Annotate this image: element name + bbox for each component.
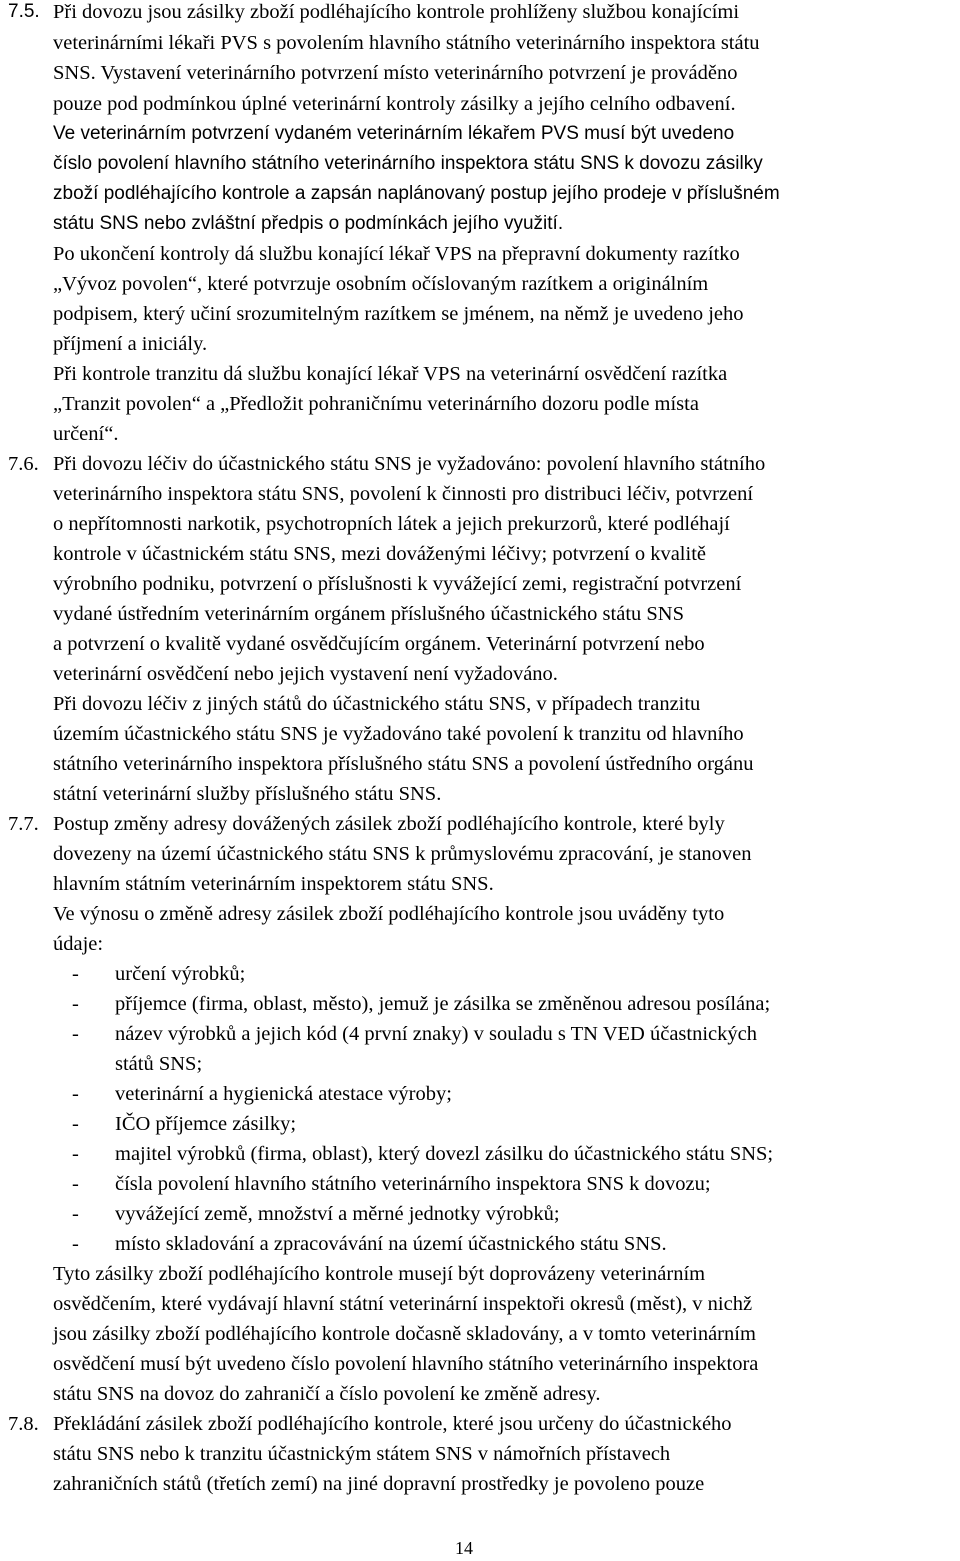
text-line: státní veterinární služby příslušného státu SNS. xyxy=(53,783,442,805)
list-item: určení výrobků; xyxy=(115,963,246,985)
text-line: Překládání zásilek zboží podléhajícího kontrole, které jsou určeny do účastnického xyxy=(53,1413,732,1435)
text-line: a potvrzení o kvalitě vydané osvědčujícím orgánem. Veterinární potvrzení nebo xyxy=(53,633,705,655)
text-line: podpisem, který učiní srozumitelným razítkem se jménem, na němž je uvedeno jeho xyxy=(53,303,744,325)
list-item: název výrobků a jejich kód (4 první znaky) v souladu s TN VED účastnických xyxy=(115,1023,757,1045)
page-number: 14 xyxy=(455,1538,473,1558)
list-item: čísla povolení hlavního státního veterinárního inspektora SNS k dovozu; xyxy=(115,1173,711,1195)
text-line: státního veterinárního inspektora příslušného státu SNS a povolení ústředního orgánu xyxy=(53,753,754,775)
text-line: státu SNS nebo zvláštní předpis o podmínkách jejího využití. xyxy=(53,213,564,234)
text-line: Ve veterinárním potvrzení vydaném veterinárním lékařem PVS musí být uvedeno xyxy=(53,123,735,144)
text-line: Při dovozu léčiv do účastnického státu SNS je vyžadováno: povolení hlavního státního xyxy=(53,453,766,475)
list-item-continuation: států SNS; xyxy=(115,1053,203,1075)
text-line: veterinárními lékaři PVS s povolením hlavního státního veterinárního inspektora státu xyxy=(53,32,760,54)
text-line: Tyto zásilky zboží podléhajícího kontrole musejí být doprovázeny veterinárním xyxy=(53,1263,706,1285)
text-line: číslo povolení hlavního státního veterinárního inspektora státu SNS k dovozu zásilky xyxy=(53,153,763,174)
text-line: Při dovozu léčiv z jiných států do účastnického státu SNS, v případech tranzitu xyxy=(53,693,701,715)
bullet-marker: - xyxy=(72,1143,79,1165)
text-line: o nepřítomnosti narkotik, psychotropních látek a jejich prekurzorů, které podléhají xyxy=(53,513,730,535)
section-number: 7.6. xyxy=(8,453,39,475)
text-line: Při dovozu jsou zásilky zboží podléhajícího kontrole prohlíženy službou konajícími xyxy=(53,1,740,23)
text-line: zboží podléhajícího kontrole a zapsán naplánovaný postup jejího prodeje v příslušném xyxy=(53,183,780,204)
bullet-marker: - xyxy=(72,1083,79,1105)
section-number: 7.7. xyxy=(8,813,39,835)
text-line: dovezeny na území účastnického státu SNS k průmyslovému zpracování, je stanoven xyxy=(53,843,752,865)
bullet-marker: - xyxy=(72,1173,79,1195)
list-item: příjemce (firma, oblast, město), jemuž je zásilka se změněnou adresou posílána; xyxy=(115,993,771,1015)
text-line: Ve výnosu o změně adresy zásilek zboží podléhajícího kontrole jsou uváděny tyto xyxy=(53,903,725,925)
text-line: osvědčením, které vydávají hlavní státní veterinární inspektoři okresů (měst), v nichž xyxy=(53,1293,753,1315)
text-line: Po ukončení kontroly dá službu konající lékař VPS na přepravní dokumenty razítko xyxy=(53,243,740,265)
text-line: osvědčení musí být uvedeno číslo povolení hlavního státního veterinárního inspektora xyxy=(53,1353,759,1375)
text-line: pouze pod podmínkou úplné veterinární kontroly zásilky a jejího celního odbavení. xyxy=(53,93,736,115)
text-line: veterinárního inspektora státu SNS, povolení k činnosti pro distribuci léčiv, potvrzení xyxy=(53,483,754,505)
bullet-marker: - xyxy=(72,1023,79,1045)
text-line: „Vývoz povolen“, které potvrzuje osobním očíslovaným razítkem a originálním xyxy=(53,273,709,295)
text-line: územím účastnického státu SNS je vyžadováno také povolení k tranzitu od hlavního xyxy=(53,723,744,745)
text-line: vydané ústředním veterinárním orgánem příslušného účastnického státu SNS xyxy=(53,603,685,625)
list-item: vyvážející země, množství a měrné jednotky výrobků; xyxy=(115,1203,560,1225)
list-item: majitel výrobků (firma, oblast), který dovezl zásilku do účastnického státu SNS; xyxy=(115,1143,774,1165)
list-item: veterinární a hygienická atestace výroby; xyxy=(115,1083,452,1105)
text-line: hlavním státním veterinárním inspektorem státu SNS. xyxy=(53,873,494,895)
bullet-marker: - xyxy=(72,963,79,985)
text-line: SNS. Vystavení veterinárního potvrzení místo veterinárního potvrzení je prováděno xyxy=(53,62,738,84)
text-line: příjmení a iniciály. xyxy=(53,333,208,355)
text-line: údaje: xyxy=(53,933,104,955)
text-line: „Tranzit povolen“ a „Předložit pohraničnímu veterinárního dozoru podle místa xyxy=(53,393,699,415)
section-number: 7.5. xyxy=(8,1,40,22)
bullet-marker: - xyxy=(72,993,79,1015)
text-line: Postup změny adresy dovážených zásilek zboží podléhajícího kontrole, které byly xyxy=(53,813,725,835)
text-line: státu SNS nebo k tranzitu účastnickým státem SNS v námořních přístavech xyxy=(53,1443,671,1465)
text-line: veterinární osvědčení nebo jejich vystavení není vyžadováno. xyxy=(53,663,558,685)
list-item: místo skladování a zpracovávání na území účastnického státu SNS. xyxy=(115,1233,667,1255)
text-line: Při kontrole tranzitu dá službu konající lékař VPS na veterinární osvědčení razítka xyxy=(53,363,728,385)
bullet-marker: - xyxy=(72,1113,79,1135)
text-line: státu SNS na dovoz do zahraničí a číslo povolení ke změně adresy. xyxy=(53,1383,601,1405)
text-line: výrobního podniku, potvrzení o příslušnosti k vyvážející zemi, registrační potvrzení xyxy=(53,573,742,595)
section-number: 7.8. xyxy=(8,1413,39,1435)
text-line: jsou zásilky zboží podléhajícího kontrole dočasně skladovány, a v tomto veterinárním xyxy=(53,1323,756,1345)
bullet-marker: - xyxy=(72,1233,79,1255)
text-line: kontrole v účastnickém státu SNS, mezi dováženými léčivy; potvrzení o kvalitě xyxy=(53,543,706,565)
list-item: IČO příjemce zásilky; xyxy=(115,1113,297,1135)
text-line: zahraničních států (třetích zemí) na jiné dopravní prostředky je povoleno pouze xyxy=(53,1473,705,1495)
bullet-marker: - xyxy=(72,1203,79,1225)
text-line: určení“. xyxy=(53,423,119,445)
